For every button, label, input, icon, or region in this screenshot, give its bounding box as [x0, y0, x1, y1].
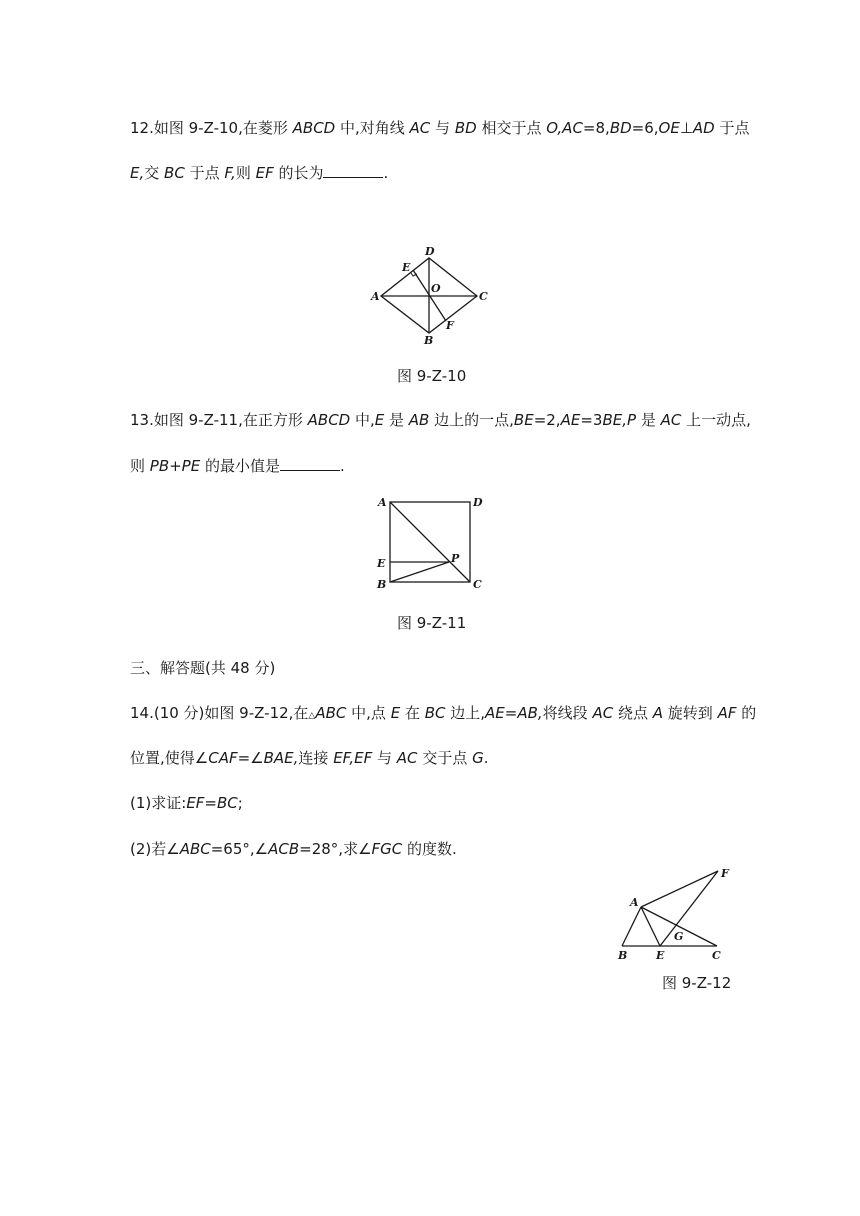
segment-ab — [622, 907, 641, 946]
q14-math: EF,EF — [333, 749, 373, 767]
q14-math: BAE, — [263, 749, 299, 767]
q12-math: BC — [164, 164, 185, 182]
label-d: D — [473, 496, 483, 509]
q14-math: AC — [396, 749, 418, 767]
q13-math: AE — [560, 411, 581, 429]
q13-text: 中, — [350, 411, 375, 429]
q14-text: 的度数. — [402, 840, 457, 858]
q13-number: 13. — [130, 411, 154, 429]
q12-text: ⊥ — [679, 119, 693, 137]
q13-text: . — [340, 457, 345, 475]
q13-text: 的最小值是 — [200, 457, 280, 475]
q12-line-1 — [130, 118, 750, 138]
q13-math: E — [374, 411, 385, 429]
q14-text: 14.(10 分)如图 9-Z-12,在 — [130, 704, 309, 722]
q12-math: F, — [224, 164, 236, 182]
q14-math: AE=AB, — [485, 704, 543, 722]
label-e: E — [402, 261, 411, 274]
q14-text: 连接 — [298, 749, 334, 767]
rhombus-figure — [365, 242, 495, 348]
label-c: C — [479, 290, 488, 303]
label-f: F — [446, 319, 454, 332]
q13-text: =2, — [533, 411, 561, 429]
segment-af — [641, 871, 718, 907]
q14-text: =∠ — [237, 749, 264, 767]
q14-text: (2)若∠ — [130, 840, 180, 858]
q12-text: 相交于点 — [476, 119, 547, 137]
square-figure — [372, 492, 492, 592]
q14-text: (1)求证: — [130, 794, 187, 812]
label-e: E — [656, 949, 665, 962]
label-e: E — [377, 557, 386, 570]
label-p: P — [451, 552, 460, 565]
q12-text: 如图 9-Z-10,在菱形 — [153, 119, 293, 137]
q13-math: ABCD — [307, 411, 351, 429]
label-g: G — [674, 930, 684, 943]
q13-math: PB+PE — [149, 457, 201, 475]
q14-math: FGC — [371, 840, 403, 858]
q14-text: =65°,∠ — [210, 840, 269, 858]
q14-math: AC — [592, 704, 614, 722]
q14-math: ABC — [315, 704, 347, 722]
q14-part-1 — [130, 793, 243, 813]
label-d: D — [425, 245, 435, 258]
q14-text: 在 — [400, 704, 425, 722]
q14-math: ACB — [268, 840, 300, 858]
q14-math: AF — [717, 704, 737, 722]
answer-blank[interactable] — [280, 456, 340, 471]
q14-text: 位置,使得∠ — [130, 749, 209, 767]
label-f: F — [721, 867, 729, 880]
q13-text: 则 — [130, 457, 150, 475]
q13-math: BE,P — [602, 411, 637, 429]
q13-line-2 — [130, 456, 345, 476]
label-c: C — [712, 949, 721, 962]
q12-math: BD — [609, 119, 632, 137]
q12-math: O,AC — [546, 119, 583, 137]
segment-ae — [641, 907, 660, 946]
q12-text: 于点 — [184, 164, 225, 182]
segment-ef — [660, 871, 718, 946]
label-c: C — [473, 578, 482, 591]
section-heading: 三、解答题(共 48 分) — [130, 659, 276, 677]
q14-text: ; — [237, 794, 243, 812]
label-b: B — [377, 578, 387, 591]
q13-math: AB — [408, 411, 430, 429]
figure-caption: 图 9-Z-12 — [662, 974, 732, 992]
q14-line-1 — [130, 703, 756, 726]
q14-line-2 — [130, 748, 489, 768]
triangle-symbol: △ — [308, 711, 316, 721]
q14-text: =28°,求∠ — [299, 840, 372, 858]
q12-text: 的长为 — [273, 164, 324, 182]
q13-math: AC — [660, 411, 682, 429]
q12-math: OE — [658, 119, 680, 137]
answer-blank[interactable] — [323, 163, 383, 178]
q12-math: ABCD — [292, 119, 336, 137]
label-b: B — [424, 334, 434, 347]
q14-text: 旋转到 — [663, 704, 718, 722]
q14-text: . — [483, 749, 489, 767]
q12-number: 12. — [130, 119, 154, 137]
q13-text: =3 — [580, 411, 603, 429]
q14-math: BC — [424, 704, 446, 722]
diagonal-ac — [390, 502, 470, 582]
q12-math: BD — [454, 119, 477, 137]
q14-math: A — [652, 704, 664, 722]
q13-text: 是 — [384, 411, 409, 429]
figure-caption: 图 9-Z-10 — [397, 367, 467, 385]
q13-text: 边上的一点, — [429, 411, 514, 429]
q12-math: E, — [130, 164, 145, 182]
triangle-figure — [610, 864, 740, 964]
q14-text: 边上, — [445, 704, 486, 722]
q13-text: 上一动点, — [681, 411, 751, 429]
q14-text: 将线段 — [542, 704, 593, 722]
label-a: A — [378, 496, 387, 509]
q14-text: 的 — [736, 704, 757, 722]
q12-text: =8, — [582, 119, 610, 137]
q13-text: 是 — [636, 411, 661, 429]
q12-text: . — [383, 164, 389, 182]
q12-text: 交 — [144, 164, 165, 182]
q14-math: E — [390, 704, 401, 722]
q12-text: =6, — [631, 119, 659, 137]
q12-text: 于点 — [714, 119, 750, 137]
q12-text: 则 — [235, 164, 256, 182]
q14-math: G — [472, 749, 484, 767]
q13-text: 如图 9-Z-11,在正方形 — [153, 411, 308, 429]
q13-line-1 — [130, 410, 751, 430]
label-b: B — [618, 949, 628, 962]
q14-text: 与 — [372, 749, 397, 767]
q14-part-2 — [130, 839, 457, 859]
label-a: A — [371, 290, 380, 303]
q12-text: 中,对角线 — [335, 119, 410, 137]
q14-text: 中,点 — [346, 704, 391, 722]
q14-text: 交于点 — [417, 749, 473, 767]
q14-math: ABC — [179, 840, 211, 858]
q14-math: EF=BC — [186, 794, 238, 812]
q14-math: CAF — [208, 749, 238, 767]
q12-math: AC — [409, 119, 431, 137]
q12-line-2 — [130, 163, 388, 183]
segment-bp — [390, 562, 449, 582]
q12-math: AD — [692, 119, 715, 137]
label-a: A — [630, 896, 639, 909]
figure-caption: 图 9-Z-11 — [397, 614, 467, 632]
label-o: O — [431, 282, 441, 295]
q12-text: 与 — [430, 119, 455, 137]
q13-math: BE — [513, 411, 534, 429]
q14-text: 绕点 — [613, 704, 653, 722]
q12-math: EF — [255, 164, 274, 182]
